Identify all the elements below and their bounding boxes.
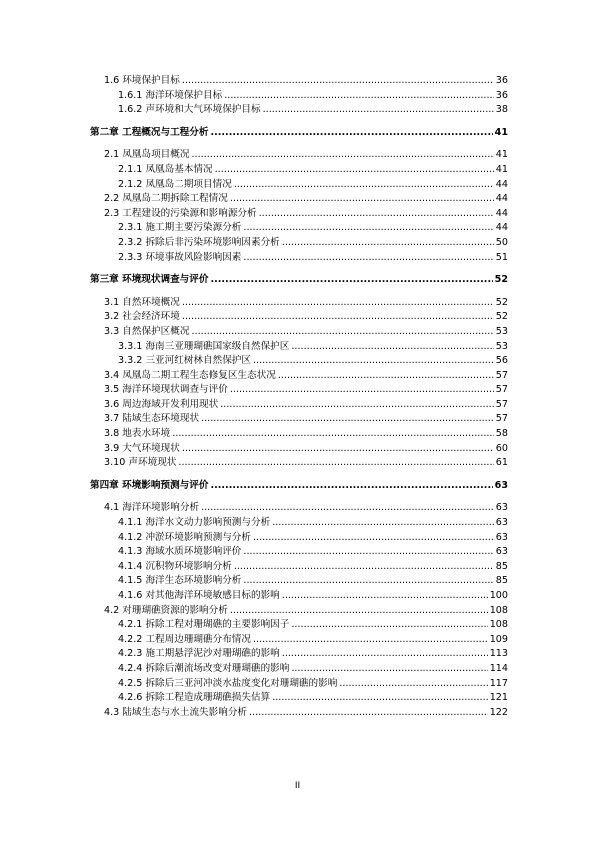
toc-entry[interactable] [90, 383, 508, 398]
toc-entry-page: 114 [489, 662, 508, 674]
toc-entry[interactable] [90, 531, 508, 546]
toc-leader-dots [182, 310, 494, 325]
toc-leader-dots [230, 383, 494, 398]
toc-entry[interactable] [90, 251, 508, 266]
toc-entry[interactable] [90, 192, 508, 207]
toc-entry-page: 50 [495, 236, 508, 248]
toc-entry-title: 3.6 周边海域开发利用现状 [104, 398, 219, 410]
toc-leader-dots [291, 618, 487, 633]
toc-entry[interactable] [90, 163, 508, 178]
toc-entry-page: 109 [489, 633, 508, 645]
toc-entry-title: 2.2 凤凰岛二期拆除工程情况 [104, 193, 228, 205]
toc-entry-page: 63 [494, 479, 508, 491]
toc-entry[interactable] [90, 74, 508, 89]
page-number: II [294, 781, 301, 791]
toc-entry[interactable] [90, 103, 508, 118]
toc-entry-title: 2.3.2 拆除后非污染环境影响因素分析 [118, 236, 280, 248]
toc-leader-dots [210, 273, 492, 288]
toc-leader-dots [210, 126, 492, 141]
toc-entry-title: 3.3.1 海南三亚珊瑚礁国家级自然保护区 [118, 340, 290, 352]
toc-entry[interactable] [90, 148, 508, 163]
toc-entry-page: 44 [495, 207, 508, 219]
toc-entry-page: 36 [495, 89, 508, 101]
toc-entry-title: 4.2.3 施工期悬浮泥沙对珊瑚礁的影响 [118, 648, 280, 660]
toc-leader-dots [282, 647, 488, 662]
toc-leader-dots [243, 251, 493, 266]
toc-leader-dots [253, 531, 494, 546]
toc-entry-page: 63 [495, 517, 508, 529]
toc-entry-title: 3.10 声环境现状 [104, 457, 177, 469]
toc-entry-title: 4.1 海洋环境影响分析 [104, 502, 200, 514]
toc-leader-dots [230, 192, 494, 207]
toc-leader-dots [263, 103, 494, 118]
toc-entry-page: 53 [495, 340, 508, 352]
toc-leader-dots [278, 369, 494, 384]
toc-entry-title: 4.2.6 拆除工程造成珊瑚礁损失估算 [118, 692, 271, 704]
toc-entry-page: 85 [495, 575, 508, 587]
toc-leader-dots [210, 479, 492, 494]
toc-entry[interactable] [90, 691, 508, 706]
toc-entry-page: 53 [495, 325, 508, 337]
toc-entry[interactable] [90, 354, 508, 369]
toc-entry-title: 3.3 自然保护区概况 [104, 325, 190, 337]
toc-entry[interactable] [90, 604, 508, 619]
toc-entry-title: 2.1.1 凤凰岛基本情况 [118, 163, 213, 175]
toc-entry[interactable] [90, 412, 508, 427]
toc-entry[interactable] [90, 560, 508, 575]
toc-entry-page: 60 [495, 442, 508, 454]
toc-entry-title: 3.1 自然环境概况 [104, 296, 180, 308]
toc-leader-dots [172, 427, 494, 442]
toc-entry[interactable] [90, 221, 508, 236]
toc-chapter-entry[interactable] [90, 126, 508, 141]
toc-entry-title: 4.2.1 拆除工程对珊瑚礁的主要影响因子 [118, 619, 290, 631]
toc-leader-dots [259, 207, 494, 222]
toc-entry-page: 113 [489, 648, 508, 660]
toc-entry[interactable] [90, 89, 508, 104]
toc-leader-dots [243, 221, 493, 236]
toc-entry-title: 4.1.4 沉积物环境影响分析 [118, 560, 232, 572]
toc-leader-dots [182, 442, 494, 457]
toc-entry-page: 51 [495, 251, 508, 263]
toc-entry-page: 100 [489, 590, 508, 601]
toc-entry-title: 3.4 凤凰岛二期工程生态修复区生态状况 [104, 369, 276, 381]
toc-leader-dots [243, 574, 493, 589]
toc-entry-page: 44 [495, 193, 508, 205]
toc-entry[interactable] [90, 545, 508, 560]
toc-entry[interactable] [90, 236, 508, 251]
toc-leader-dots [201, 412, 494, 427]
toc-entry[interactable] [90, 662, 508, 677]
toc-entry[interactable] [90, 325, 508, 340]
toc-leader-dots [234, 178, 494, 193]
toc-entry-page: 117 [489, 677, 508, 689]
toc-leader-dots [282, 589, 488, 604]
toc-leader-dots [243, 545, 493, 560]
toc-leader-dots [272, 691, 488, 706]
toc-leader-dots [201, 501, 494, 516]
toc-entry-title: 2.3.1 施工期主要污染源分析 [118, 222, 242, 234]
toc-leader-dots [178, 456, 493, 471]
toc-entry-page: 41 [495, 163, 508, 175]
toc-leader-dots [191, 148, 493, 163]
toc-entry-title: 1.6.1 海洋环境保护目标 [118, 89, 223, 101]
toc-entry-page: 108 [489, 619, 508, 631]
toc-entry-title: 2.1.2 凤凰岛二期项目情况 [118, 178, 232, 190]
toc-entry-page: 36 [495, 75, 508, 86]
toc-entry-title: 3.7 陆域生态环境现状 [104, 413, 200, 425]
toc-entry[interactable] [90, 398, 508, 413]
toc-entry[interactable] [90, 340, 508, 355]
toc-entry-title: 4.1.3 海域水质环境影响评价 [118, 546, 242, 558]
toc-entry-title: 3.5 海洋环境现状调查与评价 [104, 384, 228, 396]
toc-leader-dots [191, 325, 493, 340]
toc-entry-title: 第三章 环境现状调查与评价 [90, 274, 209, 286]
toc-entry[interactable] [90, 706, 508, 721]
toc-leader-dots [230, 604, 488, 619]
toc-leader-dots [339, 677, 487, 692]
toc-leader-dots [234, 560, 494, 575]
toc-entry-title: 3.9 大气环境现状 [104, 442, 180, 454]
toc-entry[interactable] [90, 618, 508, 633]
toc-entry-page: 61 [495, 457, 508, 469]
toc-entry-title: 4.1.2 冲淤环境影响预测与分析 [118, 531, 251, 543]
toc-entry-title: 3.8 地表水环境 [104, 428, 171, 440]
toc-leader-dots [291, 340, 493, 355]
toc-leader-dots [182, 296, 494, 311]
toc-entry-page: 52 [495, 296, 508, 308]
toc-entry-page: 63 [495, 546, 508, 558]
toc-entry[interactable] [90, 633, 508, 648]
toc-entry-title: 3.2 社会经济环境 [104, 311, 180, 323]
toc-entry-title: 4.3 陆域生态与水土流失影响分析 [104, 706, 248, 718]
toc-entry-title: 4.2.5 拆除后三亚河冲淡水盐度变化对珊瑚礁的影响 [118, 677, 338, 689]
toc-leader-dots [249, 706, 488, 721]
toc-entry[interactable] [90, 677, 508, 692]
toc-entry-title: 4.1.5 海洋生态环境影响分析 [118, 575, 242, 587]
toc-leader-dots [272, 516, 494, 531]
toc-entry-title: 4.2 对珊瑚礁资源的影响分析 [104, 604, 228, 616]
toc-entry-title: 4.2.2 工程周边珊瑚礁分布情况 [118, 633, 251, 645]
table-of-contents [90, 74, 508, 720]
toc-entry-page: 122 [489, 706, 508, 718]
toc-entry[interactable] [90, 207, 508, 222]
toc-entry[interactable] [90, 427, 508, 442]
toc-leader-dots [182, 74, 494, 89]
toc-entry-page: 63 [495, 531, 508, 543]
toc-entry-title: 第四章 环境影响预测与评价 [90, 479, 209, 491]
toc-entry-title: 4.1.6 对其他海洋环境敏感目标的影响 [118, 590, 280, 601]
toc-entry-page: 41 [494, 126, 508, 138]
toc-chapter-entry[interactable] [90, 273, 508, 288]
toc-entry-page: 44 [495, 222, 508, 234]
toc-entry[interactable] [90, 369, 508, 384]
toc-entry-title: 4.1.1 海洋水文动力影响预测与分析 [118, 517, 271, 529]
toc-leader-dots [253, 633, 488, 648]
toc-entry[interactable] [90, 442, 508, 457]
toc-entry[interactable] [90, 647, 508, 662]
toc-entry-title: 1.6.2 声环境和大气环境保护目标 [118, 104, 261, 116]
toc-entry-page: 38 [495, 104, 508, 116]
toc-entry-title: 1.6 环境保护目标 [104, 75, 180, 86]
toc-entry-title: 4.2.4 拆除后潮流场改变对珊瑚礁的影响 [118, 662, 290, 674]
toc-entry-title: 2.3 工程建设的污染源和影响源分析 [104, 207, 257, 219]
toc-entry-page: 85 [495, 560, 508, 572]
toc-entry-page: 41 [495, 149, 508, 161]
toc-entry-title: 第二章 工程概况与工程分析 [90, 126, 209, 138]
toc-leader-dots [291, 662, 487, 677]
toc-entry[interactable] [90, 589, 508, 604]
toc-leader-dots [224, 89, 494, 104]
toc-leader-dots [220, 398, 494, 413]
toc-entry-page: 63 [495, 502, 508, 514]
toc-entry[interactable] [90, 516, 508, 531]
toc-entry-page: 121 [489, 692, 508, 704]
toc-entry-title: 2.1 凤凰岛项目概况 [104, 149, 190, 161]
toc-entry[interactable] [90, 456, 508, 471]
toc-entry-page: 44 [495, 178, 508, 190]
toc-entry-page: 57 [495, 398, 508, 410]
toc-entry[interactable] [90, 574, 508, 589]
toc-leader-dots [282, 236, 494, 251]
toc-entry-title: 3.3.2 三亚河红树林自然保护区 [118, 355, 251, 367]
toc-entry-page: 57 [495, 413, 508, 425]
toc-entry-page: 52 [495, 311, 508, 323]
toc-leader-dots [215, 163, 494, 178]
toc-leader-dots [253, 354, 494, 369]
toc-entry-page: 57 [495, 384, 508, 396]
toc-chapter-entry[interactable] [90, 479, 508, 494]
toc-entry-page: 52 [494, 274, 508, 286]
toc-entry[interactable] [90, 296, 508, 311]
toc-entry-title: 2.3.3 环境事故风险影响因素 [118, 251, 242, 263]
toc-entry-page: 56 [495, 355, 508, 367]
toc-entry-page: 58 [495, 428, 508, 440]
toc-entry-page: 108 [489, 604, 508, 616]
toc-entry[interactable] [90, 178, 508, 193]
toc-entry[interactable] [90, 501, 508, 516]
toc-entry[interactable] [90, 310, 508, 325]
toc-entry-page: 57 [495, 369, 508, 381]
